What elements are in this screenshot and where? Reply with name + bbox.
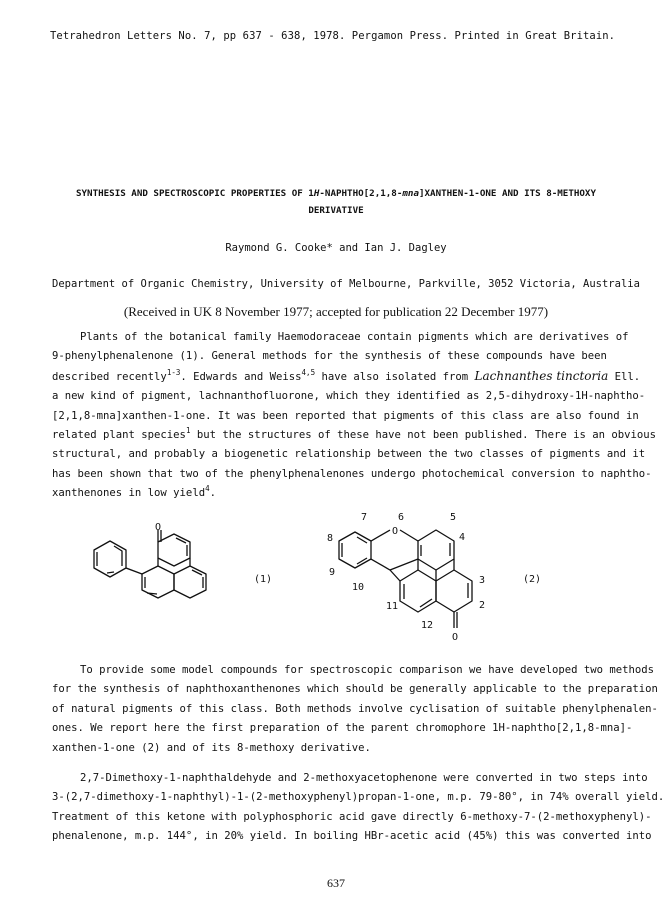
- paragraph-introduction: Plants of the botanical family Haemodoraceae contain pigments which are derivatives of 9-phenylphenalenone (1). General methods for the synthesis of these compounds have been described recently$^{1-3}$. Edwards and Weiss$^{4,5}$ have also isolated from Lachnanthes tinctoria Ell. a new kind of pigment, lachnanthofluorone, which they identified as 2,5-dihydroxy-1H-naphtho- [2,1,8-mna]xanthen-1-one. It was been reported that pigments of this class are also found in related plant species$^1$ but the structures of these have not been published. There is an obvious structural, and probably a biogenetic relationship between the two classes of pigments and it has been shown that two of the phenylphenalenones undergo photochemical conversion to naphtho- xanthenones in low yield$^4$.: [52, 331, 657, 500]
- species-name: Lachnanthes tinctoria: [474, 368, 609, 383]
- received-dates: (Received in UK 8 November 1977; accepted for publication 22 December 1977): [123, 304, 549, 319]
- locant-9: 9: [329, 567, 336, 578]
- locant-3: 3: [479, 575, 486, 586]
- paragraph-aims: To provide some model compounds for spectroscopic comparison we have developed two methods for the synthesis of naphthoxanthenones which should be generally applicable to the preparation of natural pigments of this class. Both methods involve cyclisation of suitable phenylphenalen- ones. We report here the first preparation of the parent chromophore 1H-naphtho[2,1,8-mna]- xanthen-1-one (2) and of its 8-methoxy derivative.: [52, 664, 658, 754]
- locant-11: 11: [386, 601, 399, 612]
- locant-12: 12: [421, 620, 434, 631]
- locant-4: 4: [459, 532, 466, 543]
- locant-7: 7: [361, 512, 368, 523]
- structure-1-oxygen-label: O: [155, 522, 162, 533]
- locant-10: 10: [352, 582, 365, 593]
- authors: Raymond G. Cooke* and Ian J. Dagley: [225, 242, 447, 254]
- structure-2-carbonyl-oxygen-label: O: [452, 632, 459, 643]
- locant-2: 2: [479, 600, 486, 611]
- locant-6: 6: [398, 512, 405, 523]
- structure-1-phenylphenalenone: [94, 530, 206, 598]
- structure-2-ring-oxygen-label: O: [392, 526, 399, 537]
- article-title-line-2: DERIVATIVE: [308, 205, 364, 216]
- structure-2-label: (2): [523, 574, 542, 585]
- affiliation: Department of Organic Chemistry, University of Melbourne, Parkville, 3052 Victoria, Australia: [52, 278, 640, 290]
- article-title-line-1: SYNTHESIS AND SPECTROSCOPIC PROPERTIES OF 1H-NAPHTHO[2,1,8-mna]XANTHEN-1-ONE AND ITS 8-METHOXY: [75, 188, 596, 199]
- structure-1-label: (1): [254, 574, 273, 585]
- paragraph-synthesis: 2,7-Dimethoxy-1-naphthaldehyde and 2-methoxyacetophenone were converted in two steps into 3-(2,7-dimethoxy-1-naphthyl)-1-(2-methoxyphenyl)propan-1-one, m.p. 79-80°, in 74% overall yield. Treatment of this ketone with polyphosphoric acid gave directly 6-methoxy-7-(2-methoxyphenyl)- phenalenone, m.p. 144°, in 20% yield. In boiling HBr-acetic acid (45%) this was converted into: [52, 772, 665, 843]
- locant-8: 8: [327, 533, 334, 544]
- page-number: 637: [327, 876, 345, 890]
- locant-5: 5: [450, 512, 457, 523]
- structure-2-naphthoxanthenone: [339, 530, 472, 628]
- running-header: Tetrahedron Letters No. 7, pp 637 - 638, 1978. Pergamon Press. Printed in Great Britain.: [50, 30, 616, 42]
